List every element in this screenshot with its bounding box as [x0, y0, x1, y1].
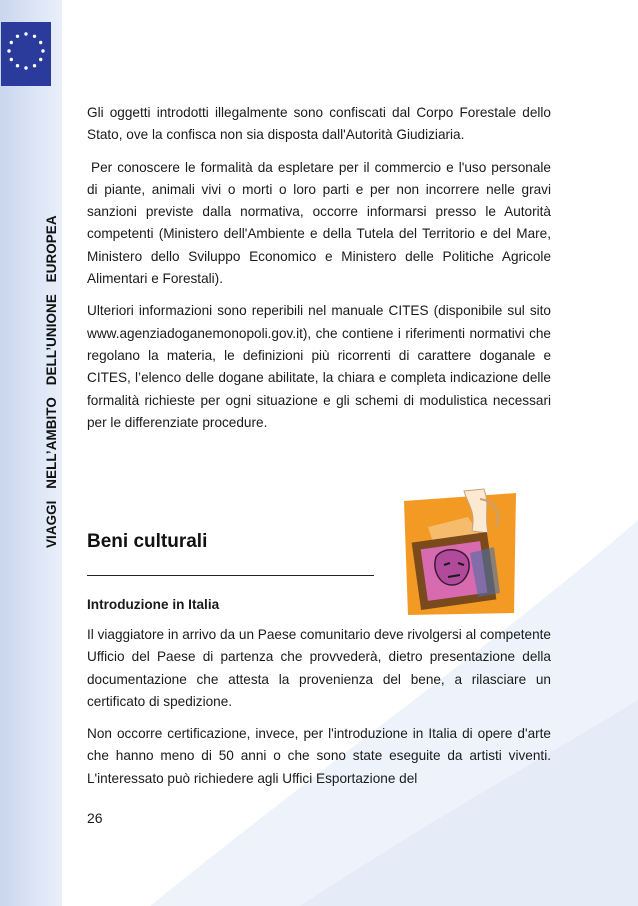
- page-number: 26: [87, 810, 103, 826]
- paragraph: Ulteriori informazioni sono reperibili nel manuale CITES (disponibile sul sito www.agenziadoganemonopoli.gov.it), che contiene i riferimenti normativi che regolano la materia, le definizioni più ricorrenti di carattere doganale e CITES, l’elenco delle dogane abilitate, la chiara e completa indicazione delle formalità richieste per ogni situazione e gli schemi di modulistica necessari per le differenziate procedure.: [87, 303, 551, 430]
- eu-flag-icon: [1, 22, 51, 86]
- paragraph: Il viaggiatore in arrivo da un Paese comunitario deve rivolgersi al competente Ufficio del Paese di partenza che provvederà, dietro presentazione della documentazione che attesta la provenienza del bene, a rilasciare un certificato di spedizione.: [87, 627, 551, 709]
- paragraph: Per conoscere le formalità da espletare per il commercio e l'uso personale di piante, animali vivi o morti o loro parti e per non incorrere nelle gravi sanzioni previste dalla normativa, occorre informarsi presso le Autorità competenti (Ministero dell'Ambiente e della Tutela del Territorio e del Mare, Ministero dello Sviluppo Economico e Ministero delle Politiche Agricole Alimentari e Forestali).: [87, 159, 551, 287]
- body-text: [87, 102, 551, 444]
- framed-portrait-illustration: [398, 487, 522, 619]
- paragraph: Gli oggetti introdotti illegalmente sono confiscati dal Corpo Forestale dello Stato, ove la confisca non sia disposta dall'Autorità Giudiziaria.: [87, 105, 551, 143]
- subheading: Introduzione in Italia: [87, 597, 220, 612]
- sidebar-title: VIAGGI NELL’AMBITO DELL’UNIONE EUROPEA: [44, 215, 59, 548]
- sidebar-band: [0, 0, 62, 906]
- heading-underline: [87, 575, 374, 576]
- paragraph: Non occorre certificazione, invece, per l'introduzione in Italia di opere d'arte che hanno meno di 50 anni o che sono state eseguite da artisti viventi. L'interessato può richiedere agli Uffici Esportazione del: [87, 726, 551, 786]
- section-heading: Beni culturali: [87, 531, 208, 552]
- section-body-text: [87, 624, 551, 800]
